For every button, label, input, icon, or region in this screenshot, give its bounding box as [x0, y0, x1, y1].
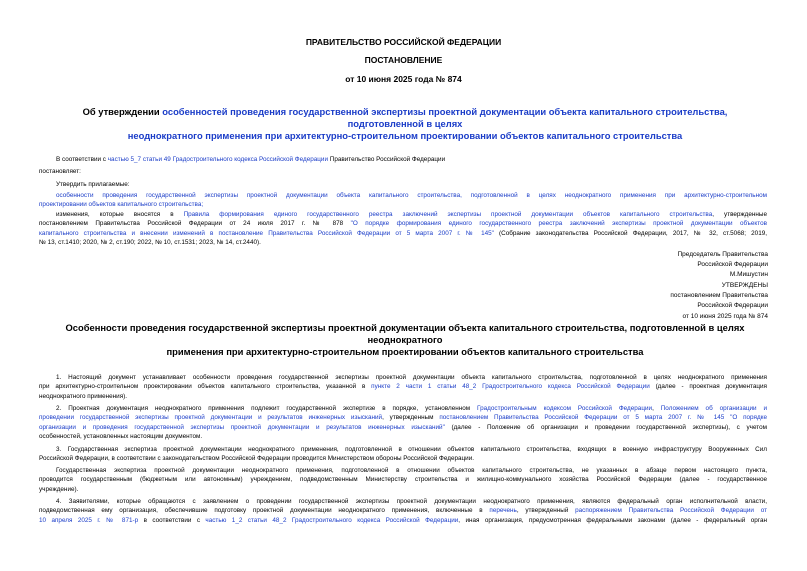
approved-block [670, 281, 768, 322]
p3b-line2: проводится государственным (бюджетным или автономным) учреждением, подведомственным Министерству строительства и жилищно-коммунального хозяйства Российской Федерации (далее - государственное [39, 476, 767, 484]
p2-link-decree-cont[interactable]: организации и проведения государственной экспертизы проектной документации и результатов инженерных изысканий" [39, 423, 445, 431]
p2-line4: особенностей, установленных настоящим документом. [39, 432, 203, 440]
approved-country: Российской Федерации [697, 302, 768, 310]
doc-date-number: от 10 июня 2025 года № 874 [345, 74, 462, 84]
approve-item-2 [39, 210, 767, 247]
p4-text-post: , иная организация, предусмотренная федеральными законами (далее - федеральный орган [458, 516, 768, 524]
item2-text: изменения, которые вносятся в [56, 211, 174, 218]
p2-text-post: (далее - Положение об организации и проведении государственной экспертизы), с учетом [451, 423, 768, 431]
signature-position: Председатель Правительства [677, 251, 768, 258]
p2-text: 2. Проектная документация неоднократного применения подлежит государственной экспертизе в порядке, установленном [56, 405, 471, 412]
item2-link-rules[interactable]: Правила формирования единого государственного реестра заключений экспертизы проектной документации объектов капитального строительства [183, 211, 713, 218]
p4-text-mid2: в соответствии с [143, 516, 200, 524]
preamble-decree: постановляет: [39, 168, 81, 175]
p4-link-order[interactable]: распоряжением Правительства Российской Федерации от [575, 507, 768, 515]
p4-link-code[interactable]: частью 1_2 статьи 48_2 Градостроительного кодекса Российской Федерации [205, 516, 459, 524]
p2-text-mid: , утвержденным [382, 414, 434, 422]
paragraph-1 [39, 373, 767, 401]
item2-text-3: (Собрание законодательства Российской Федерации, 2017, № 32, ст.5068; 2019, [499, 229, 768, 237]
approve-item-1-link-cont[interactable]: проектировании объектов капитального строительства; [39, 201, 204, 209]
paragraph-3b [39, 466, 767, 494]
signature-country: Российской Федерации [697, 261, 768, 269]
p2-sep: , [652, 405, 654, 412]
approved-label: УТВЕРЖДЕНЫ [721, 282, 768, 289]
title-link[interactable]: особенностей проведения государственной экспертизы проектной документации объекта капитального строительства, подготовленной в целях [162, 106, 728, 129]
item2-link-decree-cont[interactable]: капитального строительства и внесении изменений в постановление Правительства Российской Федерации от 5 марта 2007 г. № 145" [39, 229, 494, 237]
p1-line3: неоднократного применения). [39, 392, 128, 400]
section-title-line2: применения при архитектурно-строительном проектировании объектов капитального строительства [166, 346, 644, 357]
document-title [55, 106, 755, 142]
preamble-text: В соответствии с [56, 156, 106, 163]
p3b-line1: Государственная экспертиза проектной документации неоднократного применения, подготовленной в отношении объектов капитального строительства, не указанных в абзаце первом настоящего пункта, [56, 467, 767, 474]
p2-link-code[interactable]: Градостроительным кодексом Российской Федерации [477, 405, 653, 412]
approved-by: постановлением Правительства [670, 292, 768, 300]
title-prefix: Об утверждении [82, 106, 160, 117]
signature-block [677, 250, 768, 281]
doc-type: ПОСТАНОВЛЕНИЕ [364, 55, 443, 65]
p3-line1: 3. Государственная экспертиза проектной документации неоднократного применения, подготовленной в отношении объектов капитального строительства, входящих в военную инфраструктуру Вооруженных Сил [56, 446, 767, 453]
paragraph-4 [39, 497, 767, 525]
preamble [56, 155, 756, 164]
p4-text-mid: , утвержденный [516, 507, 569, 515]
section-title [40, 322, 770, 358]
p1-text-post: (далее - проектная документация [655, 383, 767, 391]
item2-text-mid: , утвержденные [712, 211, 767, 218]
p4-link-order-cont[interactable]: 10 апреля 2025 г. № 871-р [39, 516, 139, 524]
p2-link-regulation[interactable]: Положением об организации и [660, 405, 768, 412]
p4-link-list[interactable]: перечень [489, 507, 517, 515]
p1-line1: 1. Настоящий документ устанавливает особенности проведения государственной экспертизы проектной документации объекта капитального строительства, подготовленной в целях неоднократного применения [56, 374, 767, 381]
preamble-text-post: Правительство Российской Федерации [329, 156, 446, 163]
approve-item-1 [39, 191, 767, 210]
section-title-line1: Особенности проведения государственной экспертизы проектной документации объекта капитального строительства, подготовленной в целях неоднократного [65, 322, 745, 345]
p1-text: при архитектурно-строительном проектировании объектов капитального строительства, указанной в [39, 383, 366, 391]
approved-date-number: от 10 июня 2025 года № 874 [682, 312, 768, 320]
item2-text-4: № 13, ст.1410; 2020, № 2, ст.190; 2022, № 10, ст.1531; 2023, № 14, ст.2440). [39, 238, 261, 246]
title-link-line2[interactable]: неоднократного применения при архитектурно-строительном проектировании объектов капитального строительства [127, 130, 683, 141]
signature-name: М.Мишустин [729, 271, 768, 279]
item2-text-2: постановлением Правительства Российской Федерации от 24 июля 2017 г. № 878 [39, 220, 344, 228]
p2-link-regulation-cont[interactable]: проведении государственной экспертизы проектной документации и результатов инженерных изысканий [39, 414, 383, 422]
approve-label: Утвердить прилагаемые: [56, 181, 130, 188]
p3-line2: Российской Федерации, в соответствии с законодательством Российской Федерации проводится Министерством обороны Российской Федерации. [39, 455, 475, 463]
paragraph-2 [39, 404, 767, 441]
preamble-link[interactable]: частью 5_7 статьи 49 Градостроительного кодекса Российской Федерации [107, 156, 329, 163]
p4-line1: 4. Заявителями, которые обращаются с заявлением о проведении государственной экспертизы проектной документации неоднократного применения, являются федеральный орган исполнительной власти, [56, 498, 767, 505]
government-name: ПРАВИТЕЛЬСТВО РОССИЙСКОЙ ФЕДЕРАЦИИ [305, 37, 502, 47]
p1-link-code[interactable]: пункте 2 части 1 статьи 48_2 Градостроительного кодекса Российской Федерации [371, 383, 650, 391]
approve-item-1-link[interactable]: особенности проведения государственной экспертизы проектной документации объекта капитального строительства, подготовленной в целях неоднократного применения при архитектурно-строительном [56, 192, 767, 199]
paragraph-3 [39, 445, 767, 464]
p3b-line3: учреждение). [39, 485, 79, 493]
p4-text: подведомственная ему организация, обеспечившие подготовку проектной документации неоднократного применения, включенные в [39, 507, 483, 515]
item2-link-decree[interactable]: "О порядке формирования единого государственного реестра заключений экспертизы проектной документации объектов [350, 220, 768, 228]
p2-link-decree[interactable]: постановлением Правительства Российской Федерации от 5 марта 2007 г. № 145 "О порядке [439, 414, 768, 422]
